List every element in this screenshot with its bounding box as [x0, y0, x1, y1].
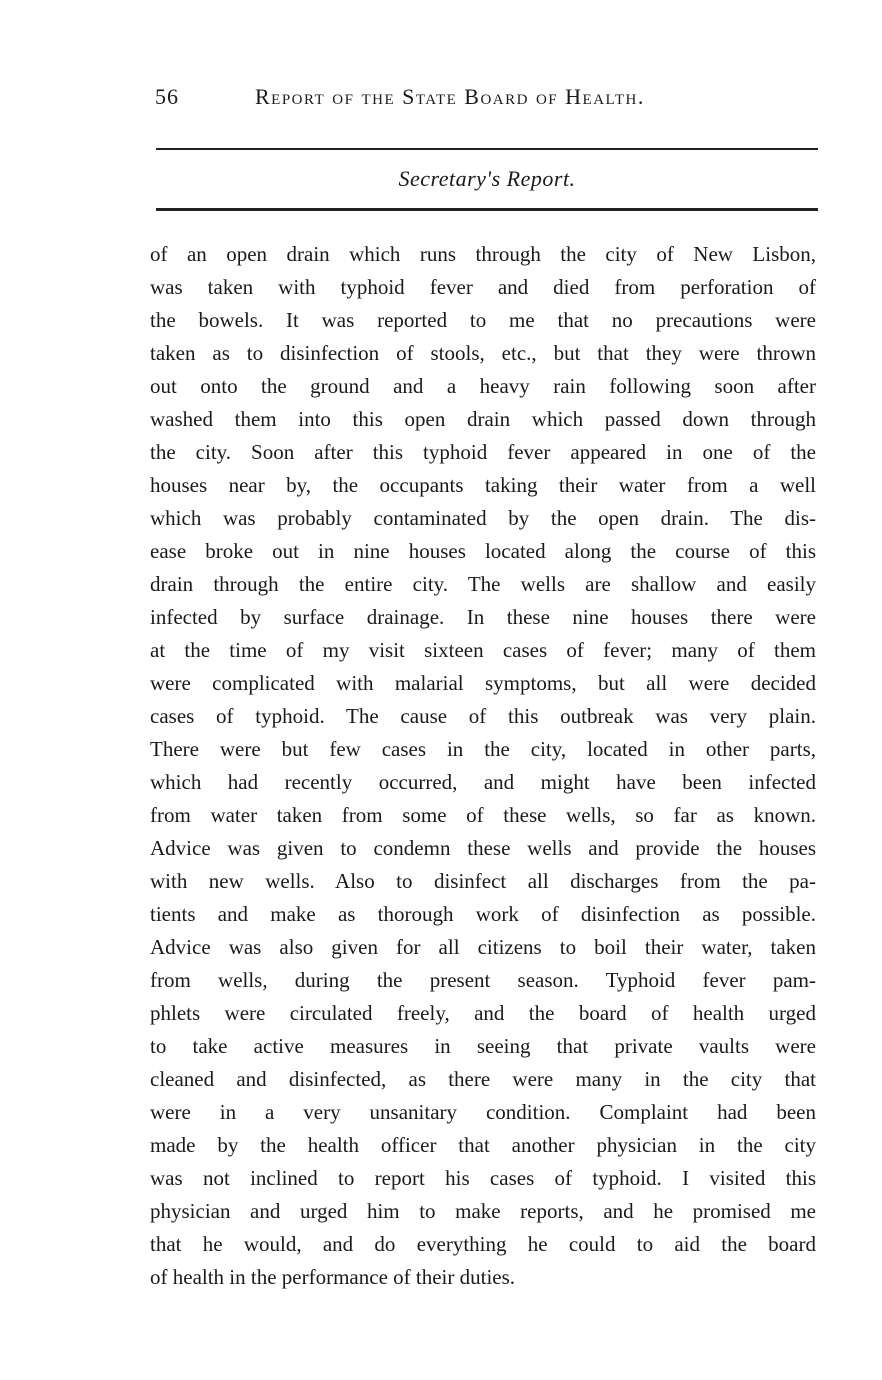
text-line: the city. Soon after this typhoid fever appeared in one of the — [150, 440, 816, 464]
page-number: 56 — [155, 84, 179, 109]
text-line: was not inclined to report his cases of typhoid. I visited this — [150, 1166, 816, 1190]
section-title: Secretary's Report. — [398, 166, 576, 191]
text-line: that he would, and do everything he could to aid the board — [150, 1232, 816, 1256]
text-line: tients and make as thorough work of disinfection as possible. — [150, 902, 816, 926]
body-paragraph — [150, 238, 816, 1294]
text-line: which was probably contaminated by the open drain. The dis- — [150, 506, 816, 530]
header-rule-top — [156, 148, 818, 150]
text-line: taken as to disinfection of stools, etc., but that they were thrown — [150, 341, 816, 365]
text-line: the bowels. It was reported to me that no precautions were — [150, 308, 816, 332]
text-line: were complicated with malarial symptoms, but all were decided — [150, 671, 816, 695]
text-line: made by the health officer that another physician in the city — [150, 1133, 816, 1157]
text-line: was taken with typhoid fever and died from perforation of — [150, 275, 816, 299]
running-head — [155, 84, 817, 118]
text-line: drain through the entire city. The wells are shallow and easily — [150, 572, 816, 596]
text-line: which had recently occurred, and might have been infected — [150, 770, 816, 794]
report-title: Report of the State Board of Health. — [255, 84, 645, 109]
text-line: at the time of my visit sixteen cases of fever; many of them — [150, 638, 816, 662]
text-line: houses near by, the occupants taking their water from a well — [150, 473, 816, 497]
text-line: out onto the ground and a heavy rain following soon after — [150, 374, 816, 398]
text-line: There were but few cases in the city, located in other parts, — [150, 737, 816, 761]
text-line: washed them into this open drain which passed down through — [150, 407, 816, 431]
text-line: were in a very unsanitary condition. Complaint had been — [150, 1100, 816, 1124]
text-line: to take active measures in seeing that private vaults were — [150, 1034, 816, 1058]
text-line: infected by surface drainage. In these nine houses there were — [150, 605, 816, 629]
text-line: from wells, during the present season. Typhoid fever pam- — [150, 968, 816, 992]
text-line: from water taken from some of these wells, so far as known. — [150, 803, 816, 827]
text-line: phlets were circulated freely, and the board of health urged — [150, 1001, 816, 1025]
text-line: cases of typhoid. The cause of this outbreak was very plain. — [150, 704, 816, 728]
text-line: cleaned and disinfected, as there were many in the city that — [150, 1067, 816, 1091]
text-line: Advice was given to condemn these wells and provide the houses — [150, 836, 816, 860]
text-line: of health in the performance of their duties. — [150, 1265, 516, 1289]
text-line: physician and urged him to make reports, and he promised me — [150, 1199, 816, 1223]
header-rule-bottom — [156, 208, 818, 211]
text-line: with new wells. Also to disinfect all discharges from the pa- — [150, 869, 816, 893]
text-line: of an open drain which runs through the city of New Lisbon, — [150, 242, 816, 266]
text-line: ease broke out in nine houses located along the course of this — [150, 539, 816, 563]
text-line: Advice was also given for all citizens to boil their water, taken — [150, 935, 816, 959]
